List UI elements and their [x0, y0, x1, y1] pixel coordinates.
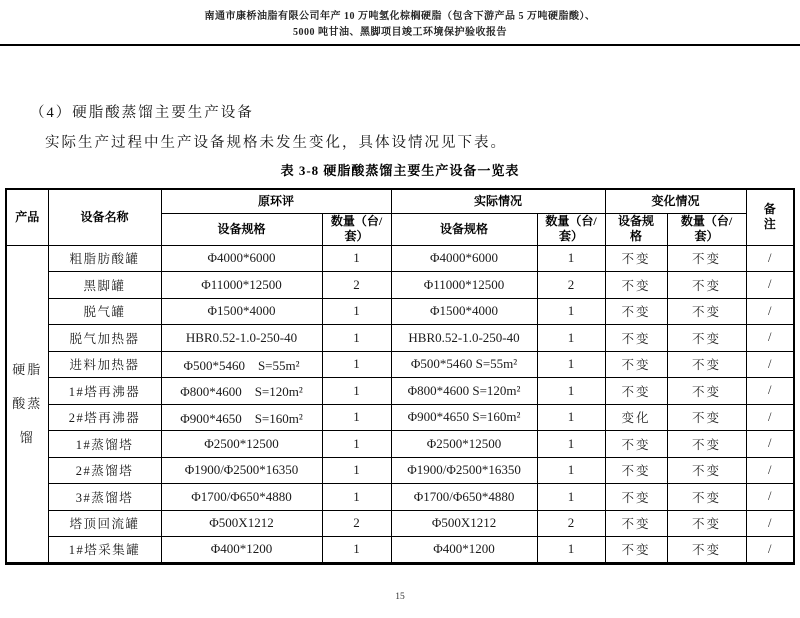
qty-change: 不变: [667, 245, 746, 272]
qty-change: 不变: [667, 351, 746, 378]
orig-spec: Φ400*1200: [161, 537, 322, 564]
table-row: [6, 245, 794, 272]
table-row: [6, 537, 794, 564]
qty-change: 不变: [667, 325, 746, 352]
equipment-name: 脱气加热器: [48, 325, 161, 352]
orig-spec: Φ4000*6000: [161, 245, 322, 272]
header-divider: [0, 44, 800, 46]
table-row: [6, 404, 794, 431]
col-header-change-spec: [605, 213, 667, 245]
qty-change: 不变: [667, 431, 746, 458]
actual-qty-label: 数量（台/套）: [545, 214, 597, 243]
actual-spec: Φ400*1200: [391, 537, 537, 564]
equipment-name: 3#蒸馏塔: [48, 484, 161, 511]
spec-change: 不变: [605, 378, 667, 405]
spec-change: 不变: [605, 537, 667, 564]
spec-change: 不变: [605, 510, 667, 537]
col-header-actual-qty: [537, 213, 605, 245]
actual-spec: HBR0.52-1.0-250-40: [391, 325, 537, 352]
equipment-table: [5, 188, 795, 565]
product-cell: [6, 245, 48, 563]
change-qty-label: 数量（台/套）: [680, 214, 733, 243]
table-row: [6, 325, 794, 352]
orig-qty: 1: [322, 457, 391, 484]
equipment-name: 塔顶回流罐: [48, 510, 161, 537]
remark: /: [746, 245, 794, 272]
table-row: [6, 351, 794, 378]
orig-spec: Φ500*5460 S=55m²: [161, 351, 322, 378]
actual-qty: 1: [537, 457, 605, 484]
equipment-name: 1#蒸馏塔: [48, 431, 161, 458]
actual-qty: 1: [537, 404, 605, 431]
actual-qty: 1: [537, 484, 605, 511]
body-paragraph: 实际生产过程中生产设备规格未发生变化，具体设情况见下表。: [45, 135, 507, 151]
col-header-equipment-name: 设备名称: [48, 189, 161, 245]
qty-change: 不变: [667, 537, 746, 564]
remark: /: [746, 431, 794, 458]
document-header-line2: 5000 吨甘油、黑脚项目竣工环境保护验收报告: [293, 27, 507, 38]
actual-qty: 1: [537, 245, 605, 272]
document-header-line1: 南通市康桥油脂有限公司年产 10 万吨氢化棕榈硬脂（包含下游产品 5 万吨硬脂酸）、: [204, 11, 596, 22]
remark-label: 备注: [763, 202, 776, 232]
orig-spec: Φ2500*12500: [161, 431, 322, 458]
remark: /: [746, 537, 794, 564]
orig-spec: Φ11000*12500: [161, 272, 322, 299]
spec-change: 不变: [605, 457, 667, 484]
equipment-name: 黑脚罐: [48, 272, 161, 299]
remark: /: [746, 298, 794, 325]
equipment-name: 进料加热器: [48, 351, 161, 378]
remark: /: [746, 510, 794, 537]
actual-spec: Φ1900/Φ2500*16350: [391, 457, 537, 484]
table-row: [6, 378, 794, 405]
section-heading: （4）硬脂酸蒸馏主要生产设备: [30, 105, 254, 121]
remark: /: [746, 325, 794, 352]
spec-change: 不变: [605, 245, 667, 272]
col-header-remark: [746, 189, 794, 245]
actual-qty: 1: [537, 298, 605, 325]
spec-change: 不变: [605, 272, 667, 299]
actual-spec: Φ2500*12500: [391, 431, 537, 458]
equipment-name: 2#塔再沸器: [48, 404, 161, 431]
orig-spec: Φ900*4650 S=160m²: [161, 404, 322, 431]
orig-qty: 2: [322, 272, 391, 299]
actual-spec: Φ1700/Φ650*4880: [391, 484, 537, 511]
actual-spec: Φ900*4650 S=160m²: [391, 404, 537, 431]
orig-qty: 1: [322, 325, 391, 352]
document-header: [0, 9, 800, 41]
actual-qty: 1: [537, 325, 605, 352]
page-number: 15: [395, 592, 405, 602]
orig-spec: Φ1700/Φ650*4880: [161, 484, 322, 511]
col-header-orig-spec: 设备规格: [161, 213, 322, 245]
qty-change: 不变: [667, 378, 746, 405]
change-spec-label: 设备规格: [618, 214, 655, 243]
orig-spec: Φ500X1212: [161, 510, 322, 537]
remark: /: [746, 378, 794, 405]
remark: /: [746, 457, 794, 484]
orig-qty: 1: [322, 431, 391, 458]
orig-qty: 2: [322, 510, 391, 537]
actual-qty: 1: [537, 431, 605, 458]
actual-spec: Φ11000*12500: [391, 272, 537, 299]
actual-spec: Φ1500*4000: [391, 298, 537, 325]
table-row: [6, 298, 794, 325]
orig-spec: Φ1500*4000: [161, 298, 322, 325]
spec-change: 变化: [605, 404, 667, 431]
orig-qty: 1: [322, 298, 391, 325]
qty-change: 不变: [667, 510, 746, 537]
spec-change: 不变: [605, 351, 667, 378]
spec-change: 不变: [605, 431, 667, 458]
spec-change: 不变: [605, 298, 667, 325]
spec-change: 不变: [605, 484, 667, 511]
equipment-name: 粗脂肪酸罐: [48, 245, 161, 272]
table-row: [6, 510, 794, 537]
actual-qty: 1: [537, 537, 605, 564]
equipment-name: 2#蒸馏塔: [48, 457, 161, 484]
remark: /: [746, 484, 794, 511]
actual-spec: Φ500*5460 S=55m²: [391, 351, 537, 378]
orig-qty-label: 数量（台/套）: [330, 214, 383, 243]
actual-qty: 1: [537, 378, 605, 405]
actual-qty: 1: [537, 351, 605, 378]
orig-qty: 1: [322, 378, 391, 405]
group-header-original-eia: 原环评: [161, 189, 391, 213]
spec-change: 不变: [605, 325, 667, 352]
qty-change: 不变: [667, 457, 746, 484]
table-row: [6, 484, 794, 511]
orig-qty: 1: [322, 537, 391, 564]
col-header-change-qty: [667, 213, 746, 245]
actual-spec: Φ800*4600 S=120m²: [391, 378, 537, 405]
qty-change: 不变: [667, 404, 746, 431]
actual-spec: Φ4000*6000: [391, 245, 537, 272]
col-header-orig-qty: [322, 213, 391, 245]
orig-qty: 1: [322, 484, 391, 511]
table-row: [6, 457, 794, 484]
product-label: 硬脂酸蒸馏: [12, 361, 43, 445]
group-header-actual: 实际情况: [391, 189, 605, 213]
equipment-name: 1#塔再沸器: [48, 378, 161, 405]
orig-qty: 1: [322, 245, 391, 272]
qty-change: 不变: [667, 272, 746, 299]
qty-change: 不变: [667, 484, 746, 511]
table-row: [6, 431, 794, 458]
col-header-actual-spec: 设备规格: [391, 213, 537, 245]
table-row: [6, 272, 794, 299]
remark: /: [746, 404, 794, 431]
actual-spec: Φ500X1212: [391, 510, 537, 537]
orig-spec: Φ800*4600 S=120m²: [161, 378, 322, 405]
table-title: 表 3-8 硬脂酸蒸馏主要生产设备一览表: [280, 163, 520, 178]
orig-spec: Φ1900/Φ2500*16350: [161, 457, 322, 484]
equipment-name: 脱气罐: [48, 298, 161, 325]
col-header-product: 产品: [6, 189, 48, 245]
orig-qty: 1: [322, 404, 391, 431]
group-header-change: 变化情况: [605, 189, 746, 213]
actual-qty: 2: [537, 272, 605, 299]
remark: /: [746, 351, 794, 378]
qty-change: 不变: [667, 298, 746, 325]
orig-qty: 1: [322, 351, 391, 378]
remark: /: [746, 272, 794, 299]
orig-spec: HBR0.52-1.0-250-40: [161, 325, 322, 352]
actual-qty: 2: [537, 510, 605, 537]
equipment-name: 1#塔采集罐: [48, 537, 161, 564]
